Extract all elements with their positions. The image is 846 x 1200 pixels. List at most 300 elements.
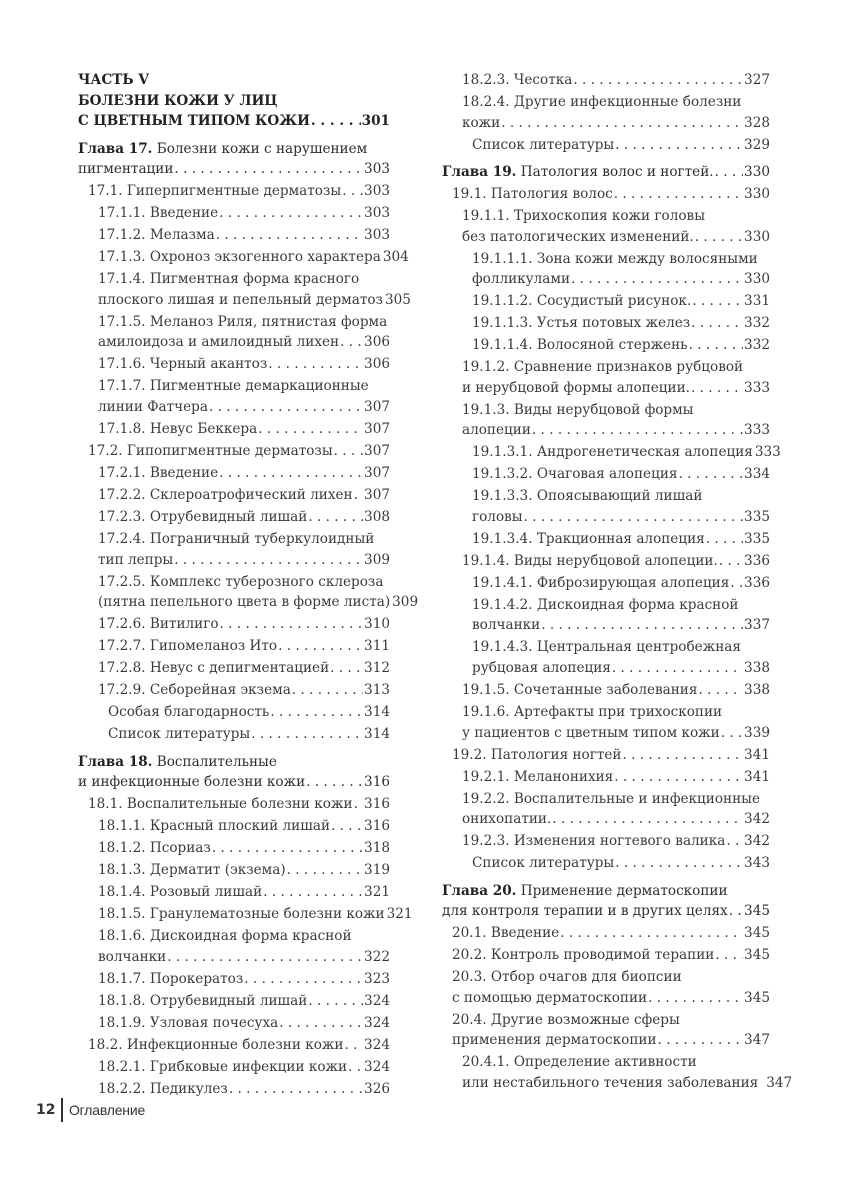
- page-number: 336: [744, 574, 770, 591]
- toc-entry[interactable]: [78, 181, 390, 202]
- entry-title-line: онихопатии.: [462, 811, 552, 828]
- entry-title-line: пигментации: [78, 161, 174, 178]
- toc-chapter-entry[interactable]: [442, 162, 770, 183]
- dot-leader: [524, 507, 743, 528]
- page-number: 303: [364, 183, 390, 200]
- toc-entry[interactable]: [442, 184, 770, 205]
- dot-leader: [244, 969, 363, 990]
- chapter-title: Воспалительные: [152, 753, 277, 770]
- page-number: 316: [364, 774, 390, 791]
- page-number: 338: [744, 660, 770, 677]
- entry-title-line: Список литературы: [472, 855, 615, 872]
- toc-entry[interactable]: [442, 945, 770, 966]
- dot-leader: [344, 1035, 363, 1056]
- entry-title-line: 17.1.1. Введение: [98, 205, 219, 222]
- toc-chapter-entry[interactable]: [442, 881, 770, 922]
- dot-leader: [306, 772, 363, 793]
- toc-entry[interactable]: [78, 614, 390, 635]
- dot-leader: [573, 70, 743, 91]
- entry-title-line: 18.1.4. Розовый лишай: [98, 884, 263, 901]
- toc-entry[interactable]: [78, 572, 419, 613]
- entry-title-line: 19.1.1.1. Зона кожи между волосяными: [472, 250, 758, 267]
- dot-leader: [648, 988, 743, 1009]
- chapter-label: Глава 20.: [442, 882, 517, 899]
- toc-entry[interactable]: [78, 882, 390, 903]
- page-number: 313: [364, 682, 390, 699]
- toc-chapter-entry[interactable]: [78, 139, 390, 180]
- dot-leader: [552, 809, 743, 830]
- entry-title-line: 19.1.3.3. Опоясывающий лишай: [472, 488, 703, 505]
- dot-leader: [354, 485, 363, 506]
- dot-leader: [334, 441, 363, 462]
- toc-part-entry[interactable]: [78, 70, 390, 132]
- toc-entry[interactable]: [442, 923, 770, 944]
- entry-title-line: 17.1.5. Меланоз Риля, пятнистая форма: [98, 313, 388, 330]
- dot-leader: [216, 225, 363, 246]
- entry-title-line: 17.1.6. Черный акантоз: [98, 356, 268, 373]
- toc-entries: [78, 139, 419, 1099]
- page-number: 316: [364, 796, 390, 813]
- page-number: 306: [364, 356, 390, 373]
- dot-leader: [251, 724, 363, 745]
- toc-entry[interactable]: [78, 838, 390, 859]
- entry-title-line: 20.2. Контроль проводимой терапии: [452, 947, 715, 964]
- toc-entry[interactable]: [442, 573, 770, 594]
- chapter-label: Глава 17.: [78, 140, 153, 157]
- toc-entry[interactable]: [78, 636, 390, 657]
- entry-title-line: 19.1.1. Трихоскопия кожи головы: [462, 208, 706, 225]
- toc-entry[interactable]: [78, 529, 390, 570]
- page-number: 334: [744, 466, 770, 483]
- toc-entry[interactable]: [78, 724, 390, 745]
- toc-entry[interactable]: [442, 92, 770, 133]
- entry-title-line: 20.4. Другие возможные сферы: [452, 1011, 680, 1028]
- entry-title-line: 18.2.3. Чесотка: [462, 72, 573, 88]
- chapter-title: Применение дерматоскопии: [516, 882, 728, 899]
- toc-entry[interactable]: [78, 991, 390, 1012]
- toc-entry[interactable]: [442, 135, 770, 156]
- entry-title-line: (пятна пепельного цвета в форме листа): [98, 594, 391, 611]
- entry-title-line: фолликулами: [472, 271, 571, 288]
- toc-entry[interactable]: [442, 464, 770, 485]
- toc-entry[interactable]: [78, 702, 390, 723]
- entry-title-line: 17.1.2. Мелазма: [98, 227, 215, 244]
- toc-entry[interactable]: [442, 1010, 770, 1051]
- entry-title-line: 19.1.2. Сравнение признаков рубцовой: [462, 359, 744, 376]
- dot-leader: [308, 507, 363, 528]
- dot-leader: [220, 614, 364, 635]
- toc-entry[interactable]: [442, 335, 770, 356]
- toc-entry[interactable]: [78, 419, 390, 440]
- page-number: 319: [364, 862, 390, 879]
- entry-title-line: 19.2. Патология ногтей: [452, 746, 622, 763]
- page-number: 326: [364, 1080, 390, 1097]
- toc-entry[interactable]: [442, 831, 770, 852]
- entry-title-line: 17.1.8. Невус Беккера: [98, 421, 258, 438]
- toc-entry[interactable]: [442, 206, 770, 247]
- page-number: 324: [364, 1014, 390, 1031]
- entry-title-line: 20.1. Введение: [452, 925, 560, 942]
- toc-entry[interactable]: [78, 269, 411, 310]
- page-number: 324: [364, 1058, 390, 1075]
- toc-entry[interactable]: [442, 249, 770, 290]
- entry-title-line: 17.2.5. Комплекс туберозного склероза: [98, 573, 384, 590]
- page-number: 323: [364, 970, 390, 987]
- toc-entry[interactable]: [78, 904, 413, 925]
- dot-leader: [730, 573, 743, 594]
- entry-title-line: 19.2.3. Изменения ногтевого валика: [462, 833, 726, 850]
- toc-entry[interactable]: [442, 291, 770, 312]
- dot-leader: [174, 550, 363, 571]
- page-number: 303: [364, 227, 390, 244]
- page-number: 316: [364, 818, 390, 835]
- dot-leader: [340, 332, 363, 353]
- toc-entry[interactable]: [78, 485, 390, 506]
- page-number: 336: [744, 552, 770, 569]
- page-number: 304: [382, 249, 409, 266]
- toc-entry[interactable]: [78, 203, 390, 224]
- entry-title-line: 18.1.2. Псориаз: [98, 840, 211, 857]
- dot-leader: [263, 882, 363, 903]
- page-number: 332: [744, 315, 770, 332]
- entry-title-line: 18.1.5. Гранулематозные болезни кожи: [98, 906, 385, 923]
- page-number: 321: [386, 906, 413, 923]
- dot-leader: [721, 723, 743, 744]
- page-number: 335: [744, 508, 770, 525]
- entry-title-line: 17.2.3. Отрубевидный лишай: [98, 508, 308, 525]
- entry-title-line: 19.1.4.1. Фиброзирующая алопеция: [472, 574, 730, 591]
- entry-title-line: 19.1.5. Сочетанные заболевания: [462, 682, 698, 699]
- page-number: 333: [754, 444, 781, 461]
- page-footer: [36, 1098, 145, 1122]
- part-title-line: ЧАСТЬ V: [78, 72, 149, 88]
- entry-title-line: без патологических изменений.: [462, 228, 694, 245]
- entry-title-line: 18.1.9. Узловая почесуха: [98, 1014, 279, 1031]
- toc-entry[interactable]: [78, 507, 390, 528]
- entry-title-line: Особая благодарность: [108, 704, 270, 721]
- toc-entry[interactable]: [78, 816, 390, 837]
- entry-title-line: 19.1.3.4. Тракционная алопеция: [472, 530, 705, 547]
- entry-title-line: 19.1.3.2. Очаговая алопеция: [472, 466, 678, 483]
- dot-leader: [279, 1013, 363, 1034]
- page-number: 311: [364, 638, 390, 655]
- page-number: 303: [364, 161, 390, 178]
- entry-title-line: 18.1.1. Красный плоский лишай: [98, 818, 331, 835]
- dot-leader: [612, 658, 743, 679]
- page-number: 339: [744, 724, 770, 741]
- toc-entry[interactable]: [442, 853, 770, 874]
- entry-title-line: для контроля терапии и в других целях: [442, 903, 728, 920]
- entry-title-line: волчанки: [98, 948, 167, 965]
- entry-title-line: 19.1.3. Виды нерубцовой формы: [462, 401, 694, 418]
- page-number: 345: [744, 947, 770, 964]
- dot-leader: [719, 551, 743, 572]
- page-number: 341: [744, 768, 770, 785]
- toc-entry[interactable]: [78, 354, 390, 375]
- page-number: 314: [364, 726, 390, 743]
- toc-entry[interactable]: [78, 463, 390, 484]
- entry-title-line: применения дерматоскопии: [452, 1032, 657, 1049]
- entry-title-line: 17.2.9. Себорейная экзема: [98, 682, 291, 699]
- dot-leader: [209, 397, 363, 418]
- toc-entry[interactable]: [442, 767, 770, 788]
- dot-leader: [729, 901, 743, 922]
- dot-leader: [348, 1057, 363, 1078]
- chapter-title: Болезни кожи с нарушением: [152, 140, 368, 157]
- entry-title-line: и нерубцовой формы алопеции.: [462, 379, 690, 396]
- toc-entry[interactable]: [442, 967, 770, 1008]
- toc-entry[interactable]: [78, 969, 390, 990]
- entry-title-line: 17.2.6. Витилиго: [98, 616, 219, 633]
- entry-title-line: 18.2.1. Грибковые инфекции кожи: [98, 1058, 348, 1075]
- page-number: 308: [364, 508, 390, 525]
- page-number: 347: [744, 1032, 770, 1049]
- entry-title-line: 18.1. Воспалительные болезни кожи: [88, 796, 353, 813]
- dot-leader: [308, 991, 363, 1012]
- dot-leader: [614, 767, 743, 788]
- dot-leader: [622, 745, 743, 766]
- page-number: 309: [392, 594, 419, 611]
- entry-title-line: амилоидоза и амилоидный лихен: [98, 334, 340, 351]
- page-number: 303: [364, 205, 390, 222]
- page-number-footer: 12: [36, 1102, 56, 1118]
- dot-leader: [541, 615, 743, 636]
- running-head: Оглавление: [68, 1102, 146, 1118]
- page-number: 324: [364, 1036, 390, 1053]
- entry-title-line: 18.1.3. Дерматит (экзема): [98, 862, 286, 879]
- page-number: 331: [744, 293, 770, 310]
- entry-title-line: 19.1.1.2. Сосудистый рисунок.: [472, 293, 692, 310]
- entry-title-line: 19.2.2. Воспалительные и инфекционные: [462, 790, 761, 807]
- page-number: 333: [744, 379, 770, 396]
- toc-entry[interactable]: [78, 1013, 390, 1034]
- dot-leader: [270, 702, 363, 723]
- page-number: 310: [364, 616, 390, 633]
- page-number: 314: [364, 704, 390, 721]
- toc-entry[interactable]: [442, 745, 770, 766]
- page-number: 307: [364, 464, 390, 481]
- entry-title-line: [442, 881, 770, 902]
- dot-leader: [501, 113, 743, 134]
- dot-leader: [614, 184, 743, 205]
- entry-title-line: рубцовая алопеция: [472, 660, 611, 677]
- entry-title-line: линии Фатчера: [98, 399, 208, 416]
- page-number: 324: [364, 992, 390, 1009]
- toc-entry[interactable]: [78, 1035, 390, 1056]
- entry-title-line: и инфекционные болезни кожи: [78, 774, 306, 791]
- page-number: 330: [744, 186, 770, 203]
- dot-leader: [678, 464, 743, 485]
- page-number: 309: [364, 551, 390, 568]
- entry-title-line: 17.2.2. Склероатрофический лихен: [98, 486, 353, 503]
- page-number: 341: [744, 746, 770, 763]
- dot-leader: [726, 831, 743, 852]
- page-number: 330: [744, 271, 770, 288]
- entry-title-line: 20.3. Отбор очагов для биопсии: [452, 969, 682, 986]
- toc-entry[interactable]: [442, 789, 770, 830]
- page-number: 307: [364, 443, 390, 459]
- dot-leader: [331, 816, 363, 837]
- entry-title-line: 19.1.4.2. Дискоидная форма красной: [472, 596, 739, 613]
- toc-entry[interactable]: [442, 595, 770, 636]
- toc-entry[interactable]: [442, 400, 770, 441]
- toc-entry[interactable]: [78, 441, 390, 462]
- entry-title-line: волчанки: [472, 617, 541, 634]
- dot-leader: [330, 658, 363, 679]
- page-number: 345: [744, 989, 770, 1006]
- page-number: 301: [361, 113, 390, 130]
- toc-entry[interactable]: [442, 357, 770, 398]
- entry-title-line: 18.2. Инфекционные болезни кожи: [88, 1036, 344, 1053]
- page-number: 333: [744, 422, 770, 439]
- entry-title-line: [78, 139, 390, 160]
- page-number: 307: [364, 421, 390, 438]
- dot-leader: [342, 181, 363, 202]
- entry-title-line: 17.2.4. Пограничный туберкулоидный: [98, 530, 375, 547]
- dot-leader: [268, 354, 363, 375]
- chapter-label: Глава 18.: [78, 753, 153, 770]
- dot-leader: [706, 529, 743, 550]
- entry-title-line: 17.2.7. Гипомеланоз Ито: [98, 638, 278, 655]
- entry-title-line: 19.1.6. Артефакты при трихоскопии: [462, 704, 723, 721]
- page-number: 330: [744, 164, 770, 181]
- page-number: 305: [384, 291, 411, 308]
- page-number: 343: [744, 855, 770, 872]
- entry-title-line: [442, 162, 714, 183]
- toc-entry[interactable]: [442, 637, 770, 678]
- dot-leader: [691, 378, 743, 399]
- toc-entry[interactable]: [78, 926, 390, 967]
- toc-entry[interactable]: [78, 376, 390, 417]
- part-title-line: С ЦВЕТНЫМ ТИПОМ КОЖИ: [78, 113, 310, 130]
- chapter-title: Патология волос и ногтей.: [516, 164, 714, 181]
- toc-entry[interactable]: [78, 1057, 390, 1078]
- toc-entries: [442, 70, 793, 1094]
- entry-title-line: 17.2.8. Невус с депигментацией: [98, 660, 330, 677]
- page-number: 345: [744, 903, 770, 920]
- footer-divider: [61, 1098, 63, 1122]
- dot-leader: [532, 420, 743, 441]
- entry-title-line: 17.1.3. Охроноз экзогенного характера: [98, 249, 381, 266]
- dot-leader: [311, 111, 361, 132]
- entry-title-line: 17.2. Гипопигментные дерматозы: [88, 443, 333, 459]
- toc-entry[interactable]: [78, 225, 390, 246]
- toc-entry[interactable]: [442, 702, 770, 743]
- dot-leader: [615, 853, 743, 874]
- entry-title-line: тип лепры: [98, 551, 174, 568]
- entry-title-line: головы: [472, 508, 523, 525]
- page-number: 318: [364, 840, 390, 857]
- dot-leader: [658, 1030, 744, 1051]
- entry-title-line: алопеции: [462, 422, 531, 439]
- dot-leader: [715, 945, 743, 966]
- toc-entry[interactable]: [442, 442, 781, 463]
- entry-title-line: 20.4.1. Определение активности: [462, 1054, 697, 1071]
- entry-title-line: 19.1.1.4. Волосяной стержень: [472, 337, 688, 354]
- page-number: 337: [744, 617, 770, 634]
- page-number: 342: [744, 833, 770, 850]
- toc-entry[interactable]: [442, 551, 770, 572]
- toc-entry[interactable]: [78, 247, 409, 268]
- entry-title-line: 19.1. Патология волос: [452, 186, 613, 203]
- page-number: 338: [744, 682, 770, 699]
- toc-entry[interactable]: [442, 313, 770, 334]
- toc-chapter-entry[interactable]: [78, 752, 390, 793]
- page-number: 335: [744, 530, 770, 547]
- entry-title-line: или нестабильного течения заболевания: [462, 1075, 759, 1092]
- dot-leader: [692, 291, 743, 312]
- page-number: 330: [744, 228, 770, 245]
- entry-title-line: 17.1. Гиперпигментные дерматозы: [88, 183, 342, 200]
- entry-title-line: кожи: [462, 114, 501, 131]
- dot-leader: [695, 227, 743, 248]
- toc-entry[interactable]: [78, 860, 390, 881]
- dot-leader: [715, 162, 743, 183]
- dot-leader: [219, 463, 363, 484]
- page-number: 307: [364, 486, 390, 503]
- dot-leader: [174, 159, 363, 180]
- part-title-line: БОЛЕЗНИ КОЖИ У ЛИЦ: [78, 92, 278, 109]
- dot-leader: [219, 203, 363, 224]
- toc-column-right: [442, 70, 793, 1095]
- toc-entry[interactable]: [442, 529, 770, 550]
- toc-entry[interactable]: [442, 70, 770, 91]
- entry-title-line: 19.1.1.3. Устья потовых желез: [472, 315, 691, 332]
- page-number: 342: [744, 811, 770, 828]
- toc-entry[interactable]: [442, 680, 770, 701]
- dot-leader: [292, 680, 363, 701]
- dot-leader: [212, 838, 363, 859]
- entry-title-line: Список литературы: [472, 136, 615, 153]
- dot-leader: [229, 1079, 363, 1100]
- page-number: 306: [364, 334, 390, 351]
- entry-title-line: 19.1.4.3. Центральная центробежная: [472, 639, 741, 656]
- page-number: 322: [364, 948, 390, 965]
- dot-leader: [571, 269, 743, 290]
- dot-leader: [167, 947, 363, 968]
- entry-title-line: 18.1.7. Порокератоз: [98, 970, 244, 987]
- dot-leader: [689, 335, 743, 356]
- entry-title-line: 17.2.1. Введение: [98, 464, 219, 481]
- toc-entry[interactable]: [78, 794, 390, 815]
- toc-entry[interactable]: [442, 486, 770, 527]
- page-number: 347: [766, 1075, 793, 1092]
- dot-leader: [560, 923, 743, 944]
- entry-title-line: 18.2.2. Педикулез: [98, 1080, 228, 1097]
- toc-entry[interactable]: [442, 1052, 793, 1093]
- entry-title-line: Список литературы: [108, 726, 251, 743]
- dot-leader: [287, 860, 363, 881]
- toc-entry[interactable]: [78, 312, 390, 353]
- page-number: 321: [364, 884, 390, 901]
- page-number: 327: [744, 72, 770, 88]
- entry-title-line: 19.1.3.1. Андрогенетическая алопеция: [472, 444, 753, 461]
- toc-entry[interactable]: [78, 680, 390, 701]
- toc-entry[interactable]: [78, 658, 390, 679]
- page-number: 329: [744, 136, 770, 153]
- entry-title-line: с помощью дерматоскопии: [452, 989, 648, 1006]
- entry-title-line: [78, 752, 390, 773]
- dot-leader: [698, 680, 743, 701]
- toc-entry[interactable]: [78, 1079, 390, 1100]
- page-number: 328: [744, 114, 770, 131]
- entry-title-line: у пациентов с цветным типом кожи: [462, 724, 720, 741]
- entry-title-line: плоского лишая и пепельный дерматоз: [98, 291, 383, 308]
- page-number: 332: [744, 337, 770, 354]
- entry-title-line: 19.2.1. Меланонихия: [462, 768, 614, 785]
- entry-title-line: 17.1.4. Пигментная форма красного: [98, 271, 360, 288]
- dot-leader: [278, 636, 363, 657]
